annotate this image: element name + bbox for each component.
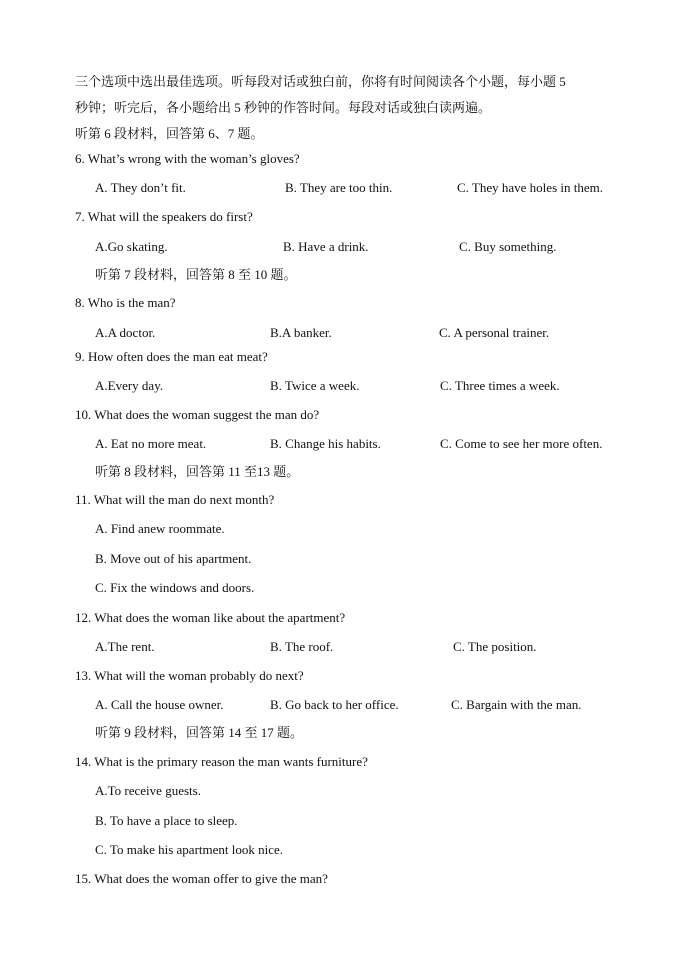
q11-option-c: C. Fix the windows and doors. [95,580,255,595]
question-11: 11. What will the man do next month? [75,492,275,507]
q14-option-a: A.To receive guests. [95,783,201,798]
question-15: 15. What does the woman offer to give the man? [75,871,328,886]
q7-option-a: A.Go skating. [95,239,168,254]
q13-option-b: B. Go back to her office. [270,697,399,712]
question-14: 14. What is the primary reason the man wants furniture? [75,754,368,769]
section-heading-6: 听第 6 段材料，回答第 6、7 题。 [75,126,264,141]
q7-option-b: B. Have a drink. [283,239,369,254]
question-8: 8. Who is the man? [75,295,176,310]
q12-option-a: A.The rent. [95,639,155,654]
q13-option-a: A. Call the house owner. [95,697,224,712]
question-13: 13. What will the woman probably do next? [75,668,304,683]
section-heading-9: 听第 9 段材料，回答第 14 至 17 题。 [95,725,304,740]
q10-option-a: A. Eat no more meat. [95,436,207,451]
q6-option-c: C. They have holes in them. [457,180,603,195]
q14-option-b: B. To have a place to sleep. [95,813,238,828]
section-heading-7: 听第 7 段材料，回答第 8 至 10 题。 [95,267,297,282]
q14-option-c: C. To make his apartment look nice. [95,842,284,857]
question-9: 9. How often does the man eat meat? [75,349,268,364]
q11-option-a: A. Find anew roommate. [95,521,225,536]
q8-option-a: A.A doctor. [95,325,156,340]
q9-option-c: C. Three times a week. [440,378,560,393]
q8-option-b: B.A banker. [270,325,332,340]
question-12: 12. What does the woman like about the apartment? [75,610,346,625]
intro-line-1: 三个选项中选出最佳选项。听每段对话或独白前，你将有时间阅读各个小题，每小题 5 [75,74,566,89]
q8-option-c: C. A personal trainer. [439,325,550,340]
q9-option-a: A.Every day. [95,378,164,393]
q12-option-b: B. The roof. [270,639,334,654]
question-10: 10. What does the woman suggest the man do? [75,407,320,422]
q6-option-a: A. They don’t fit. [95,180,186,195]
q9-option-b: B. Twice a week. [270,378,360,393]
q7-option-c: C. Buy something. [459,239,557,254]
q6-option-b: B. They are too thin. [285,180,393,195]
intro-line-2: 秒钟；听完后，各小题给出 5 秒钟的作答时间。每段对话或独白读两遍。 [75,100,492,115]
section-heading-8: 听第 8 段材料，回答第 11 至13 题。 [95,464,300,479]
q11-option-b: B. Move out of his apartment. [95,551,252,566]
question-7: 7. What will the speakers do first? [75,209,253,224]
q12-option-c: C. The position. [453,639,537,654]
question-6: 6. What’s wrong with the woman’s gloves? [75,151,300,166]
q13-option-c: C. Bargain with the man. [451,697,582,712]
q10-option-b: B. Change his habits. [270,436,381,451]
q10-option-c: C. Come to see her more often. [440,436,603,451]
